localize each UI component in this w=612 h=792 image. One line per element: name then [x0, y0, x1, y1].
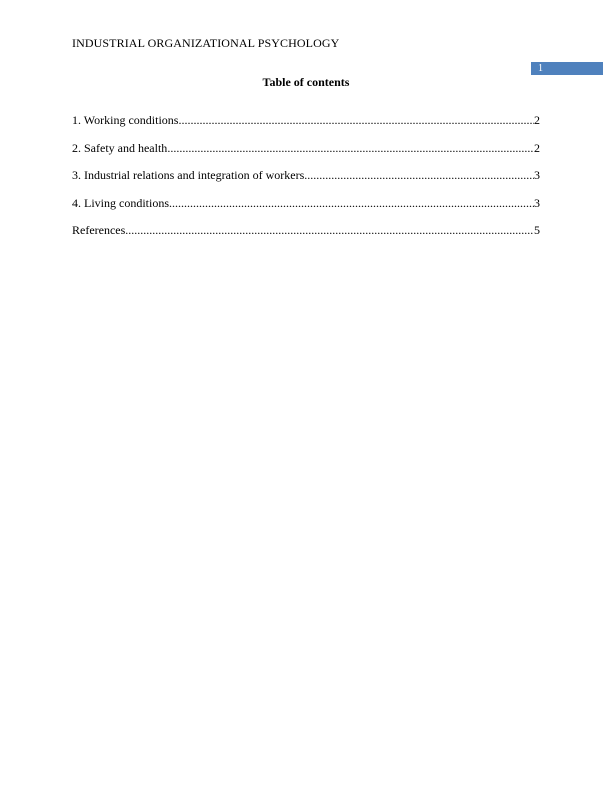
- running-header-title: INDUSTRIAL ORGANIZATIONAL PSYCHOLOGY: [72, 36, 340, 50]
- toc-entry-page: 3: [534, 195, 540, 210]
- toc-entry-page: 2: [534, 113, 540, 127]
- toc-entry-title: 4. Living conditions: [72, 195, 169, 210]
- toc-dot-leader: [178, 113, 534, 128]
- toc-dot-leader: [125, 223, 534, 238]
- toc-entry-safety-and-health[interactable]: [72, 141, 540, 169]
- toc-entry-page: 3: [534, 168, 540, 183]
- toc-entry-living-conditions[interactable]: [72, 196, 540, 224]
- page-number-badge: [531, 62, 603, 75]
- toc-entry-title: 2. Safety and health: [72, 140, 168, 155]
- page-number: 1: [538, 63, 543, 74]
- toc-dot-leader: [169, 196, 534, 211]
- toc-entry-references[interactable]: [72, 223, 540, 251]
- toc-entry-industrial-relations[interactable]: [72, 168, 540, 196]
- toc-entry-page: 2: [534, 140, 540, 155]
- toc-entry-page: 5: [534, 223, 540, 238]
- toc-entry-title: 3. Industrial relations and integration of workers: [72, 168, 305, 183]
- toc-dot-leader: [167, 141, 534, 156]
- toc-entry-working-conditions[interactable]: [72, 113, 540, 141]
- toc-entry-title: 1. Working conditions: [72, 113, 179, 127]
- toc-entry-title: References: [72, 223, 126, 238]
- toc-dot-leader: [304, 168, 534, 183]
- toc-heading: Table of contents: [262, 75, 350, 89]
- table-of-contents: [72, 113, 540, 251]
